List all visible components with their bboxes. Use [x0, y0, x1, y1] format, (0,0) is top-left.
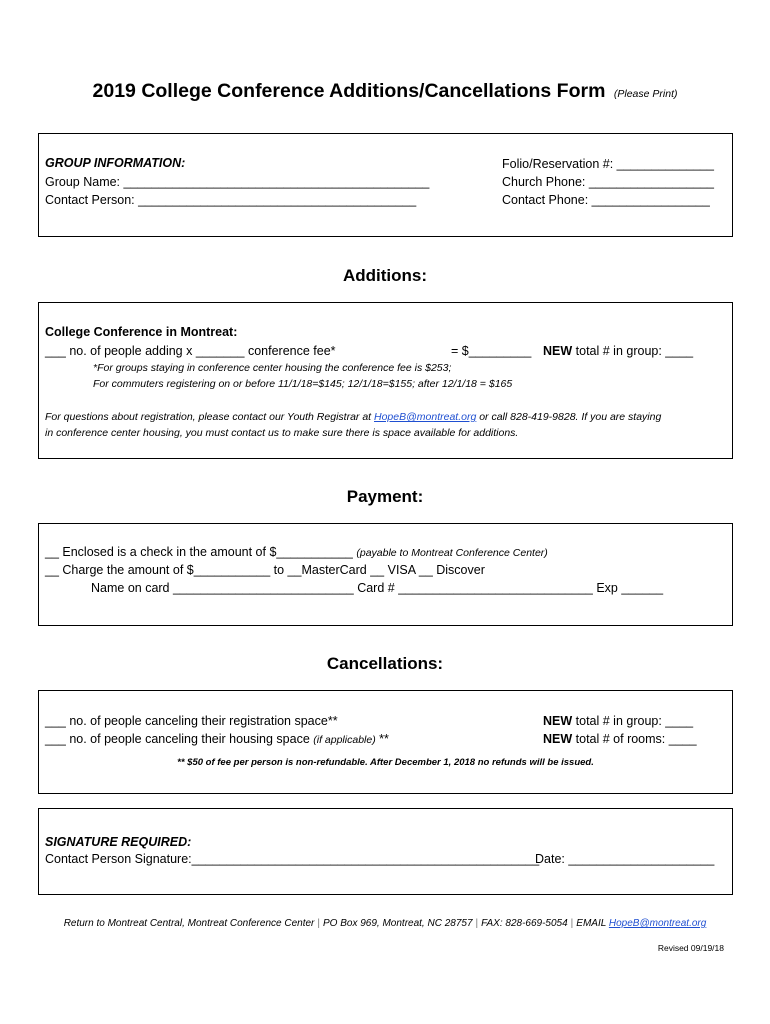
payment-box	[38, 523, 733, 626]
payment-heading: Payment:	[346, 487, 424, 506]
amount-field[interactable]: = $_________	[451, 344, 532, 358]
signature-field[interactable]: Contact Person Signature:__________________________________________________	[45, 852, 540, 866]
people-adding-field[interactable]: ___ no. of people adding x _______ conference fee*	[45, 344, 336, 358]
cancel-new-label-1: NEW	[543, 714, 573, 728]
fee-note-1: *For groups staying in conference center housing the conference fee is $253;	[93, 362, 452, 374]
card-details-field[interactable]: Name on card __________________________ Card # ____________________________ Exp ______	[91, 581, 664, 595]
signature-box	[38, 808, 733, 895]
contact-person-field[interactable]: Contact Person: ________________________________________	[45, 193, 417, 207]
if-applicable-note: (if applicable)	[313, 734, 376, 746]
additions-subheading: College Conference in Montreat:	[45, 325, 238, 339]
folio-field[interactable]: Folio/Reservation #: ______________	[502, 157, 714, 171]
footer-email-label: EMAIL	[576, 918, 609, 929]
questions-text: For questions about registration, please contact our Youth Registrar at	[45, 411, 374, 423]
refund-note: ** $50 of fee per person is non-refundable. After December 1, 2018 no refunds will be issued.	[177, 757, 594, 768]
additions-heading: Additions:	[342, 266, 428, 285]
cancel-housing-text: ___ no. of people canceling their housing space	[45, 732, 314, 746]
cancellations-heading: Cancellations:	[326, 654, 444, 673]
new-total-text: total # in group: ____	[572, 344, 694, 358]
charge-amount-field[interactable]: __ Charge the amount of $___________ to __MasterCard __ VISA __ Discover	[45, 563, 485, 577]
registrar-email-link[interactable]: HopeB@montreat.org	[374, 411, 477, 423]
group-name-field[interactable]: Group Name: ____________________________________________	[45, 175, 430, 189]
footer-sep-2: |	[475, 918, 479, 929]
footer-sep-3: |	[570, 918, 574, 929]
date-field[interactable]: Date: _____________________	[535, 852, 715, 866]
footer-return: Return to Montreat Central, Montreat Conference Center	[63, 918, 315, 929]
cancel-new-total-group[interactable]	[543, 713, 693, 729]
questions-text-post: or call 828-419-9828. If you are staying	[476, 411, 662, 423]
contact-phone-field[interactable]: Contact Phone: _________________	[502, 193, 710, 207]
signature-heading: SIGNATURE REQUIRED:	[45, 835, 192, 849]
new-label: NEW	[543, 344, 573, 358]
fee-note-2: For commuters registering on or before 11/1/18=$145; 12/1/18=$155; after 12/1/18 = $165	[93, 378, 513, 390]
footer	[0, 918, 770, 929]
cancel-new-rooms-text: total # of rooms: ____	[572, 732, 697, 746]
footer-address: PO Box 969, Montreat, NC 28757	[322, 918, 473, 929]
check-text: __ Enclosed is a check in the amount of $___________	[45, 545, 353, 559]
cancel-new-group-text: total # in group: ____	[572, 714, 694, 728]
additions-box	[38, 302, 733, 459]
group-info-box	[38, 133, 733, 237]
footer-email-link[interactable]: HopeB@montreat.org	[608, 918, 707, 929]
form-title: 2019 College Conference Additions/Cancellations Form	[92, 80, 606, 102]
cancel-housing-stars: **	[375, 732, 389, 746]
title-line	[0, 80, 770, 103]
footer-sep-1: |	[317, 918, 320, 929]
church-phone-field[interactable]: Church Phone: __________________	[502, 175, 714, 189]
cancel-registration-field[interactable]: ___ no. of people canceling their registration space**	[45, 714, 338, 728]
questions-line-1	[45, 409, 661, 425]
cancel-new-total-rooms[interactable]	[543, 731, 697, 747]
questions-line-2: in conference center housing, you must contact us to make sure there is space available for additions.	[45, 427, 519, 439]
check-amount-field[interactable]	[45, 544, 548, 561]
cancellations-box	[38, 690, 733, 794]
check-payable-note: (payable to Montreat Conference Center)	[356, 547, 548, 559]
cancel-housing-field[interactable]	[45, 731, 389, 748]
title-note: (Please Print)	[613, 88, 678, 100]
new-total-group-field[interactable]	[543, 343, 693, 359]
group-info-heading: GROUP INFORMATION:	[45, 156, 186, 170]
revised-date: Revised 09/19/18	[657, 943, 724, 953]
footer-fax: FAX: 828-669-5054	[481, 918, 568, 929]
cancel-new-label-2: NEW	[543, 732, 573, 746]
